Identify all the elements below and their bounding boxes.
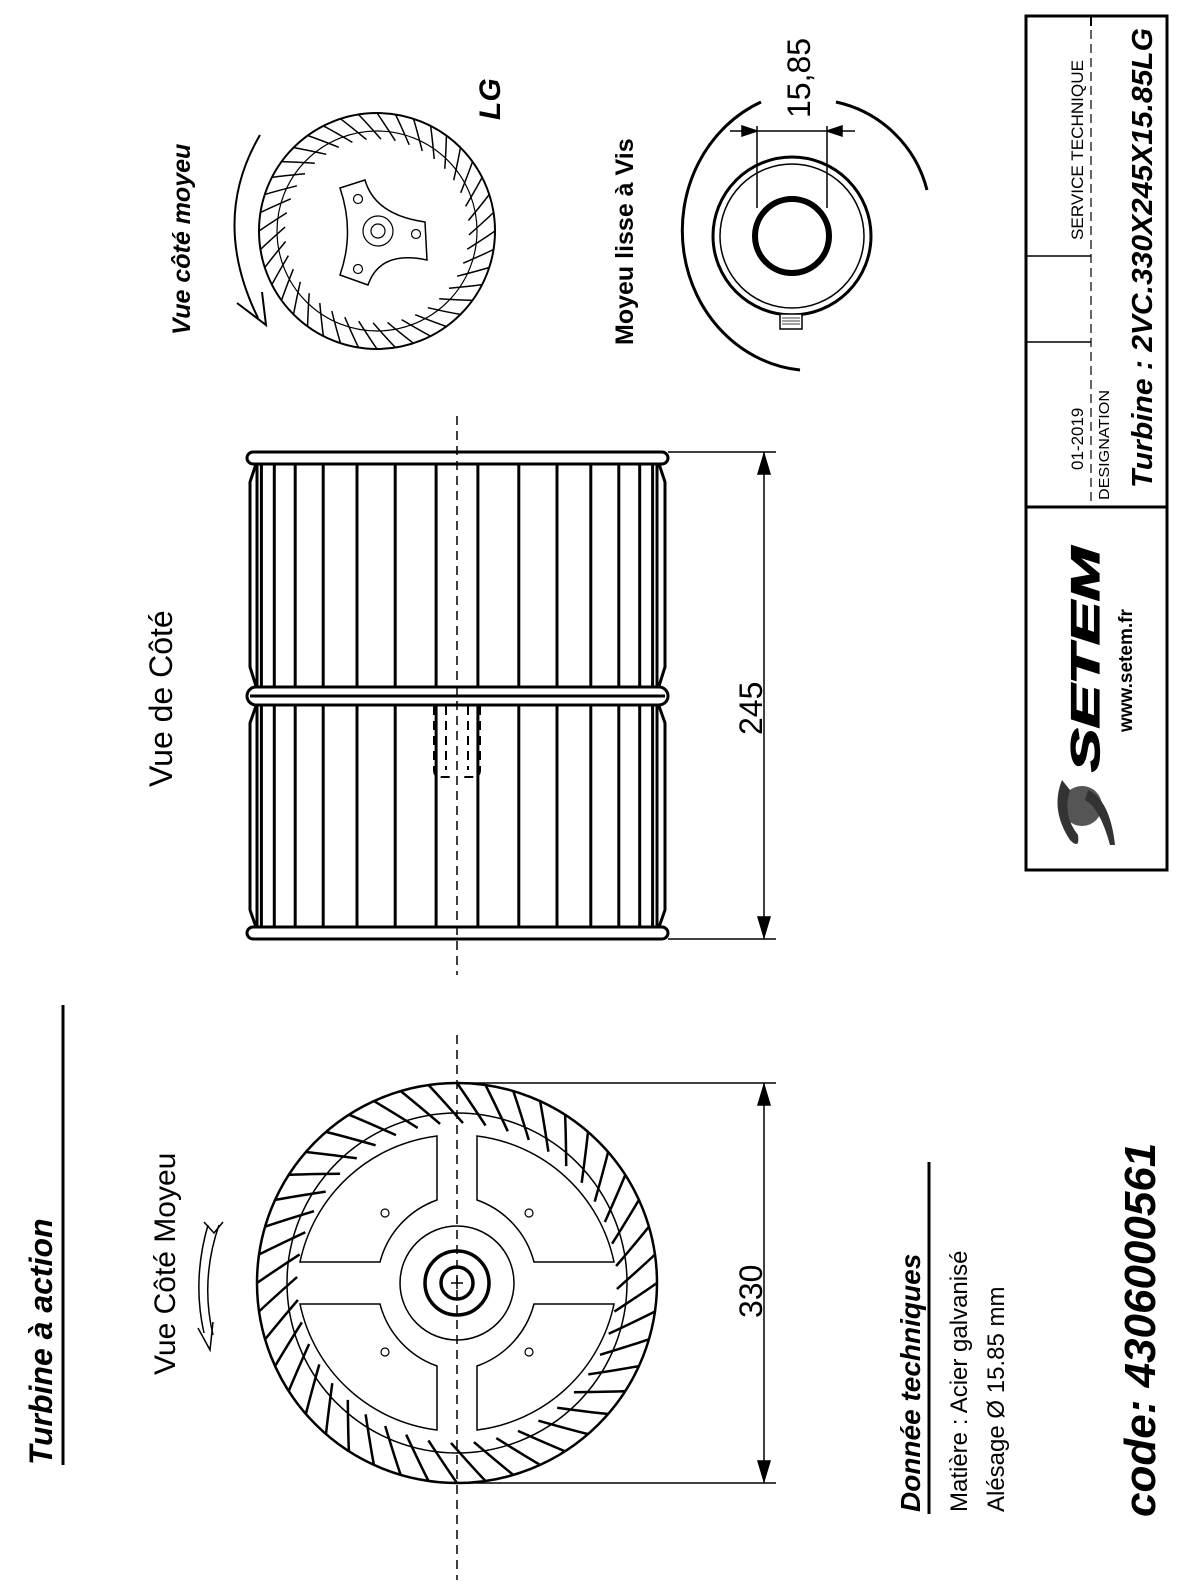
technical-data — [895, 1162, 1010, 1514]
title-block-designation-value: Turbine : 2VC.330X245X15.85LG — [1127, 43, 1159, 488]
setem-logo-text: SETEM — [1064, 634, 1108, 772]
setem-website: www.setem.fr — [1116, 609, 1137, 732]
dimension-15-85-value: 15,85 — [781, 37, 817, 118]
hub-side-small-view — [168, 78, 507, 349]
document-title-text: Turbine à action — [23, 1218, 59, 1465]
hub-detail-label: Moyeu lisse à Vis — [611, 138, 639, 345]
dimension-245-value: 245 — [733, 681, 769, 735]
product-code-text: code: 4306000561 — [1116, 1142, 1165, 1517]
setem-logo-mark-icon — [1058, 780, 1116, 845]
technical-data-line-bore: Alésage Ø 15.85 mm — [983, 1286, 1010, 1512]
hub-side-small-label: Vue côté moyeu — [168, 143, 196, 335]
setem-logo — [1058, 544, 1138, 845]
front-view-label: Vue Côté Moyeu — [149, 1152, 182, 1375]
technical-data-line-material: Matière : Acier galvanisé — [946, 1250, 973, 1512]
rotation-mark-LG: LG — [474, 78, 507, 120]
dimension-15-85 — [730, 126, 855, 208]
title-block — [1026, 16, 1167, 870]
side-view-label: Vue de Côté — [143, 610, 179, 787]
technical-data-heading: Donnée techniques — [895, 1253, 926, 1512]
document-title — [23, 1005, 63, 1465]
title-block-date: 01-2019 — [1068, 407, 1087, 470]
dimension-330 — [457, 1083, 776, 1483]
dimension-330-value: 330 — [733, 1264, 769, 1318]
rotation-arrow-icon — [198, 1222, 223, 1350]
hub-detail-view — [611, 38, 927, 370]
side-view — [143, 416, 776, 975]
title-block-designation-label: DESIGNATION — [1096, 397, 1113, 500]
product-code — [1116, 1143, 1165, 1517]
title-block-department: SERVICE TECHNIQUE — [1068, 61, 1087, 240]
front-view — [149, 1035, 776, 1580]
